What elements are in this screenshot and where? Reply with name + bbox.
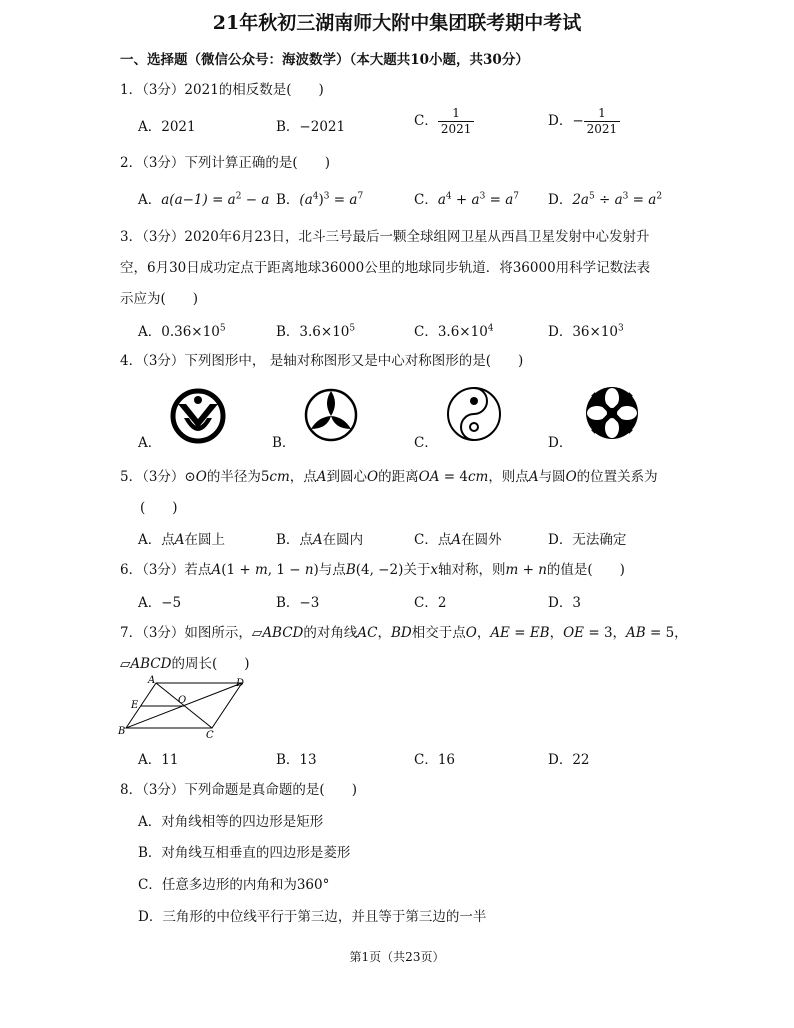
q6-n: n	[304, 562, 314, 578]
q7-label-d: D	[236, 678, 245, 689]
q2-c-e1: 4	[445, 191, 452, 202]
page-title: 21年秋初三湖南师大附中集团联考期中考试	[212, 12, 582, 34]
q6-t4: )与点	[313, 562, 346, 578]
q7-label-e: E	[131, 700, 139, 711]
q6-option-a: A．−5	[138, 595, 182, 611]
q2-b-mid: )	[318, 192, 324, 208]
q6-option-c: C．2	[414, 595, 447, 611]
q2-d-eq: = a	[628, 192, 657, 208]
q7-bd: BD	[390, 625, 412, 641]
q7-t2: 的对角线	[303, 625, 358, 641]
q5-a-var: A	[174, 532, 185, 548]
q6-option-d: D．3	[548, 595, 581, 611]
q6-t2: (1 +	[221, 562, 255, 578]
q5-option-a	[138, 528, 225, 548]
q2-a-label: A．	[138, 192, 162, 208]
q7-eb: EB	[529, 625, 550, 641]
q7-option-b: B．13	[276, 752, 317, 768]
q2-a-expr: a(a−1) = a	[161, 192, 236, 208]
q5-t5: 的距离	[378, 469, 419, 485]
q2-d-e3: 2	[656, 191, 663, 202]
q1-c-fraction	[438, 106, 475, 137]
q3-line-1: 3．（3分）2020年6月23日，北斗三号最后一颗全球组网卫星从西昌卫星发射中心发射升	[120, 229, 650, 245]
q5-t9: 的位置关系为	[576, 469, 658, 485]
q3-b-exp: 5	[349, 323, 356, 334]
q2-option-b	[276, 188, 363, 208]
q6-point-b: B	[345, 562, 356, 578]
q5-t8: 与圆	[538, 469, 566, 485]
q5-a1: A	[316, 469, 327, 485]
q8-stem: 8．（3分）下列命题是真命题的是( )	[120, 782, 357, 798]
q7-ab: AB	[626, 625, 646, 641]
q8-option-b: B．对角线互相垂直的四边形是菱形	[138, 845, 351, 861]
q5-b-pre: B．点	[276, 532, 313, 548]
q5-line-2: ( )	[140, 500, 178, 516]
q2-c-eq: = a	[485, 192, 514, 208]
q5-t2: 的半径为5	[206, 469, 270, 485]
q6-t8: 的值是( )	[546, 562, 625, 578]
q1-c-prefix: C．	[414, 113, 438, 129]
q4-figure-a	[170, 388, 226, 444]
q5-t7: ，则点	[488, 469, 529, 485]
q6-t5: (4, −2)关于	[355, 562, 431, 578]
q3-line-2: 空，6月30日成功定点于距离地球36000公里的地球同步轨道．将36000用科学记数法表	[120, 260, 651, 276]
q7-oe: OE	[563, 625, 585, 641]
q2-stem: 2．（3分）下列计算正确的是( )	[120, 155, 330, 171]
q2-d-e2: 3	[622, 191, 629, 202]
q7-t3: ，	[377, 625, 391, 641]
q2-d-div: ÷ a	[594, 192, 623, 208]
q8-option-d: D．三角形的中位线平行于第三边，并且等于第三边的一半	[138, 909, 487, 925]
q2-c-e2: 3	[479, 191, 486, 202]
q1-c-numerator: 1	[438, 106, 475, 122]
q7-t5: ，	[476, 625, 491, 641]
q5-o1: O	[195, 469, 207, 485]
q1-stem: 1．（3分）2021的相反数是( )	[120, 82, 324, 98]
q3-b-base: B．3.6×10	[276, 324, 350, 340]
page-footer: 第1页（共23页）	[349, 950, 445, 964]
q5-option-d: D．无法确定	[548, 532, 627, 548]
q2-b-expr: (a	[299, 192, 313, 208]
q4-figure-c	[445, 385, 503, 443]
q7-l2-var: ABCD	[130, 656, 172, 672]
q3-option-b	[276, 320, 355, 340]
q7-t8: = 3，	[584, 625, 627, 641]
q4-option-b-label: B．	[272, 435, 296, 451]
q7-option-c: C．16	[414, 752, 456, 768]
q6-x: x	[430, 562, 438, 578]
q7-option-d: D．22	[548, 752, 590, 768]
q7-label-o: O	[178, 695, 187, 706]
q2-d-a: 2a	[572, 192, 589, 208]
q3-line-3: 示应为( )	[120, 291, 199, 307]
q1-option-d	[548, 106, 620, 137]
q4-option-d-label: D．	[548, 435, 573, 451]
q4-figure-b	[303, 387, 359, 443]
q1-d-denominator: 2021	[586, 122, 618, 136]
q2-b-label: B．	[276, 192, 300, 208]
q8-option-a: A．对角线相等的四边形是矩形	[138, 814, 324, 830]
q5-cm1: cm	[269, 469, 290, 485]
q5-cm2: cm	[467, 469, 489, 485]
q7-ac: AC	[357, 625, 378, 641]
q7-label-b: B	[118, 726, 126, 737]
q5-o3: O	[565, 469, 577, 485]
q7-line-2	[120, 652, 250, 672]
q7-t4: 相交于点	[411, 625, 466, 641]
q5-a2: A	[528, 469, 539, 485]
q1-d-prefix: D．−	[548, 113, 584, 129]
q5-t4: 到圆心	[326, 469, 368, 485]
q7-l2-post: 的周长( )	[171, 656, 250, 672]
q5-t3: ，点	[289, 469, 317, 485]
q3-option-d	[548, 320, 624, 340]
q2-b-eq: = a	[329, 192, 358, 208]
q5-t6: = 4	[439, 469, 468, 485]
q5-a-pre: A．点	[138, 532, 175, 548]
q7-ae: AE	[490, 625, 510, 641]
q2-c-e3: 7	[513, 191, 520, 202]
q2-b-out: 3	[323, 191, 330, 202]
q1-option-b: B．−2021	[276, 119, 346, 135]
q3-c-exp: 4	[487, 323, 494, 334]
q7-o: O	[465, 625, 477, 641]
q2-a-post: − a	[241, 192, 270, 208]
q8-option-c: C．任意多边形的内角和为360°	[138, 877, 330, 893]
q1-option-c	[414, 106, 474, 137]
q5-c-pre: C．点	[414, 532, 452, 548]
q2-option-c	[414, 188, 519, 208]
q5-o2: O	[367, 469, 379, 485]
q7-parallelogram-figure	[118, 675, 250, 741]
q3-d-base: D．36×10	[548, 324, 618, 340]
q3-c-base: C．3.6×10	[414, 324, 488, 340]
q6-n2: n	[538, 562, 547, 578]
q7-line-1	[120, 621, 688, 641]
q3-d-exp: 3	[618, 323, 624, 334]
q7-t7: ，	[549, 625, 564, 641]
q6-m2: m	[505, 562, 519, 578]
q6-t3: , 1 −	[267, 562, 305, 578]
q5-option-c	[414, 528, 502, 548]
q7-label-a: A	[148, 675, 156, 686]
q3-option-a	[138, 320, 226, 340]
q7-t9: = 5，	[645, 625, 688, 641]
q6-stem	[120, 558, 625, 578]
q5-a-post: 在圆上	[184, 532, 225, 548]
q6-m: m	[254, 562, 268, 578]
q4-figure-d	[583, 384, 641, 442]
q5-c-post: 在圆外	[461, 532, 502, 548]
q2-d-e1: 5	[588, 191, 595, 202]
q5-b-var: A	[312, 532, 323, 548]
q7-option-a: A．11	[138, 752, 179, 768]
q7-t6: =	[509, 625, 530, 641]
q5-b-post: 在圆内	[322, 532, 364, 548]
section-heading: 一、选择题（微信公众号：海波数学）（本大题共10小题，共30分）	[120, 52, 529, 68]
q1-d-fraction	[584, 106, 621, 137]
q5-oa: OA	[418, 469, 440, 485]
q5-line-1	[120, 465, 658, 485]
q1-c-denominator: 2021	[440, 122, 472, 136]
q4-stem: 4．（3分）下列图形中， 是轴对称图形又是中心对称图形的是( )	[120, 353, 524, 369]
q2-c-plus: + a	[451, 192, 480, 208]
q1-d-numerator: 1	[584, 106, 621, 122]
q3-a-base: A．0.36×10	[138, 324, 220, 340]
q2-d-label: D．	[548, 192, 573, 208]
q6-t6: 轴对称，则	[437, 562, 506, 578]
q2-b-in: 4	[312, 191, 319, 202]
q2-b-res: 7	[357, 191, 364, 202]
q6-point-a: A	[211, 562, 222, 578]
q5-option-b	[276, 528, 363, 548]
q6-t7: +	[518, 562, 539, 578]
q4-option-a-label: A．	[138, 435, 162, 451]
q3-option-c	[414, 320, 494, 340]
q7-t1: 7．（3分）如图所示，▱	[120, 625, 263, 641]
q7-label-c: C	[206, 730, 214, 741]
q7-l2-pre: ▱	[120, 656, 131, 672]
q1-option-a: A．2021	[138, 119, 196, 135]
q6-t1: 6．（3分）若点	[120, 562, 212, 578]
q2-option-a	[138, 188, 269, 208]
q2-a-exp: 2	[235, 191, 242, 202]
q3-a-exp: 5	[219, 323, 226, 334]
q2-c-label: C．	[414, 192, 438, 208]
q4-option-c-label: C．	[414, 435, 438, 451]
q5-c-var: A	[451, 532, 462, 548]
q5-t1: 5．（3分）⊙	[120, 469, 196, 485]
q7-abcd: ABCD	[262, 625, 304, 641]
q6-option-b: B．−3	[276, 595, 320, 611]
q2-c-a: a	[437, 192, 446, 208]
q2-option-d	[548, 188, 662, 208]
